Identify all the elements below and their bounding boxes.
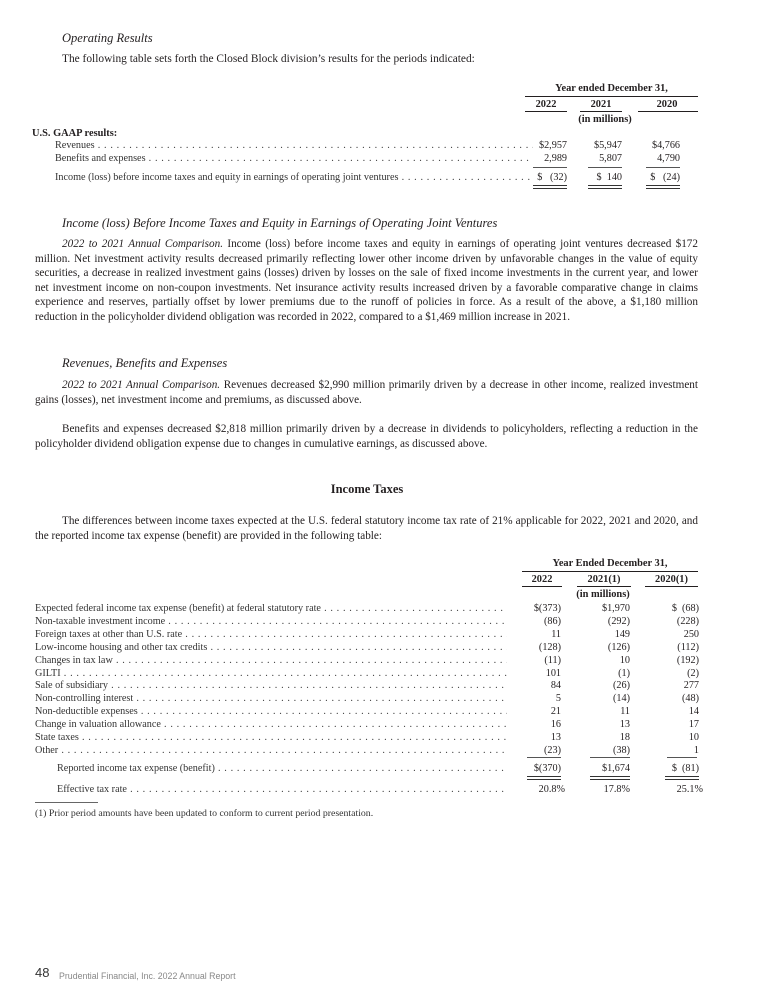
table-row — [35, 718, 698, 731]
section-heading-operating-results: Operating Results — [62, 31, 153, 45]
row-label: Expected federal income tax expense (benefit) at federal statutory rate . . . — [35, 602, 507, 615]
value-2020: (48) — [682, 693, 699, 705]
value-2020: (2) — [687, 667, 699, 679]
footnote-separator — [35, 802, 98, 803]
value-2022: 20.8% — [538, 784, 565, 795]
table-row — [35, 705, 698, 718]
value-2022: (11) — [544, 654, 561, 666]
column-rule — [525, 111, 567, 112]
income-taxes-intro: The differences between income taxes expected at the U.S. federal statutory income tax rate of 21% applicable for 2022, 2021 and 2020, and the reported income tax expense (benefit) are provided in the following table: — [35, 515, 698, 542]
value-2022: 16 — [550, 719, 561, 731]
value-2022: $ (32) — [537, 172, 567, 183]
row-label: Non-deductible expenses . . . — [35, 705, 507, 718]
table-row — [35, 744, 698, 757]
row-label: State taxes . . . — [35, 731, 507, 744]
column-header-2020: 2020(1) — [655, 574, 688, 585]
value-2021: (26) — [613, 680, 630, 692]
subtotal-rule — [646, 167, 680, 168]
value-2022: 21 — [550, 706, 561, 718]
subtotal-rule — [590, 757, 630, 758]
table-row — [55, 139, 698, 152]
value-2021: 13 — [619, 719, 630, 731]
total-double-rule — [588, 185, 622, 189]
value-2022: 101 — [545, 667, 561, 679]
value-2020: (112) — [677, 641, 699, 653]
value-2022: $(370) — [533, 763, 561, 774]
value-2020: 10 — [688, 732, 699, 743]
value-2021: $1,970 — [601, 603, 630, 614]
section-heading-income-taxes: Income Taxes — [330, 482, 404, 496]
gaap-results-label: U.S. GAAP results: — [32, 128, 118, 139]
column-header-2021: 2021 — [590, 99, 612, 110]
income-loss-paragraph — [35, 237, 698, 325]
value-2021: (1) — [618, 667, 630, 679]
table-row — [55, 152, 698, 165]
value-2020: (192) — [676, 654, 699, 666]
row-label: GILTI . . . — [35, 667, 507, 680]
period-header: Year ended December 31, — [555, 83, 668, 94]
row-label: Revenues . . . — [55, 139, 533, 152]
column-rule — [638, 111, 698, 112]
value-2022: $(373) — [533, 603, 561, 614]
table-row — [35, 692, 698, 705]
value-2020: $4,766 — [651, 140, 680, 151]
column-header-2020: 2020 — [656, 99, 678, 110]
row-label: Benefits and expenses . . . — [55, 152, 533, 165]
table-row — [35, 602, 698, 615]
table-row — [35, 615, 698, 628]
total-double-rule — [533, 185, 567, 189]
value-2022: 84 — [550, 680, 561, 692]
section-heading-income-loss: Income (loss) Before Income Taxes and Equity in Earnings of Operating Joint Ventures — [62, 216, 498, 230]
paragraph-body: Income (loss) before income taxes and equity in earnings of operating joint ventures decreased $172 million. Net investment activity results decreased primarily reflecting lower other income driven by unfavorable changes in the value of equity securities, a decrease in realized investment gains (losses) driven by losses on the sale of fixed income investments in the current year, and lower net investment income on non-coupon investments. Net insurance activity results increased driven by a favorable comparative change in claims experience and reserves, partially offset by lower premiums due to the runoff of policies in force. As a result of the above, a $1,180 million reduction in the policyholder dividend obligation was recorded in 2022, compared to a $1,469 million increase in 2021. — [35, 238, 698, 323]
row-label: Reported income tax expense (benefit) . . . — [57, 762, 507, 775]
paragraph-lead: 2022 to 2021 Annual Comparison. — [62, 379, 221, 391]
row-label: Income (loss) before income taxes and equity in earnings of operating joint ventures . . . — [55, 171, 533, 184]
value-2021: (14) — [613, 693, 630, 705]
row-label: Non-taxable investment income . . . — [35, 615, 507, 628]
value-2021: (292) — [607, 615, 630, 627]
value-2021: 11 — [620, 706, 630, 718]
row-label: Non-controlling interest . . . — [35, 692, 507, 705]
table-row — [35, 654, 698, 667]
value-2020: 25.1% — [676, 784, 703, 795]
revenues-paragraph — [35, 378, 698, 407]
value-2020: 250 — [683, 628, 699, 640]
column-header-2022: 2022 — [535, 99, 557, 110]
value-2021: 10 — [619, 654, 630, 666]
operating-results-intro: The following table sets forth the Closed Block division’s results for the periods indicated: — [62, 53, 475, 65]
value-2021: $ 140 — [596, 172, 622, 183]
value-2020: (228) — [676, 615, 699, 627]
paragraph-lead: 2022 to 2021 Annual Comparison. — [62, 238, 224, 250]
value-2020: 4,790 — [657, 153, 680, 164]
value-2021: 17.8% — [603, 784, 630, 795]
table-row — [35, 667, 698, 680]
total-double-rule — [665, 776, 699, 780]
column-rule — [645, 586, 698, 587]
table-row — [35, 679, 698, 692]
value-2021: 18 — [619, 732, 630, 743]
table-row — [35, 628, 698, 641]
value-2022: 5 — [555, 693, 561, 705]
value-2021: $5,947 — [593, 140, 622, 151]
section-heading-revenues: Revenues, Benefits and Expenses — [62, 356, 228, 370]
table-row — [35, 641, 698, 654]
benefits-expenses-paragraph: Benefits and expenses decreased $2,818 million primarily driven by a decrease in dividends to policyholders, reflecting a reduction in the policyholder dividend obligation expense due to changes in cumulative earnings, as discussed above. — [35, 423, 698, 450]
subtotal-rule — [588, 167, 622, 168]
column-header-2022: 2022 — [531, 574, 553, 585]
value-2021: 5,807 — [599, 153, 622, 164]
row-label: Foreign taxes at other than U.S. rate . . . — [35, 628, 507, 641]
value-2022: (23) — [544, 744, 561, 756]
row-label: Changes in tax law . . . — [35, 654, 507, 667]
value-2021: $1,674 — [601, 763, 630, 774]
value-2022: (128) — [538, 641, 561, 653]
total-double-rule — [590, 776, 630, 780]
subtotal-rule — [533, 167, 567, 168]
column-rule — [522, 586, 562, 587]
subtotal-rule — [527, 757, 561, 758]
value-2020: 17 — [688, 719, 699, 731]
value-2020: $ (68) — [671, 603, 699, 614]
value-2020: $ (81) — [671, 763, 699, 774]
value-2022: 11 — [551, 628, 561, 640]
subtotal-rule — [667, 757, 697, 758]
units-label: (in millions) — [578, 114, 632, 125]
table-row — [35, 731, 698, 744]
value-2020: 277 — [683, 680, 699, 692]
footnote: (1) Prior period amounts have been updated to conform to current period presentation. — [35, 808, 374, 819]
period-header: Year Ended December 31, — [552, 558, 668, 569]
row-label: Other . . . — [35, 744, 507, 757]
table-rate-row — [57, 783, 703, 796]
row-label: Low-income housing and other tax credits . . . — [35, 641, 507, 654]
value-2020: 14 — [688, 706, 699, 718]
value-2021: 149 — [614, 628, 630, 640]
units-label: (in millions) — [576, 589, 630, 600]
value-2022: (86) — [544, 615, 561, 627]
value-2021: (126) — [607, 641, 630, 653]
column-header-2021: 2021(1) — [587, 574, 621, 585]
value-2022: 2,989 — [544, 153, 567, 164]
value-2022: 13 — [550, 732, 561, 743]
value-2021: (38) — [613, 744, 630, 756]
value-2020: $ (24) — [650, 172, 680, 183]
table-total-row — [57, 762, 698, 775]
total-double-rule — [646, 185, 680, 189]
table-total-row — [55, 171, 698, 184]
paragraph-body: Revenues decreased $2,990 million primarily driven by a decrease in other income, realized investment gains (losses), net investment income and premiums, as discussed above. — [35, 379, 698, 406]
row-label: Change in valuation allowance . . . — [35, 718, 507, 731]
value-2022: $2,957 — [538, 140, 567, 151]
row-label: Effective tax rate . . . — [57, 783, 507, 796]
row-label: Sale of subsidiary . . . — [35, 679, 507, 692]
page-number: 48 — [35, 965, 50, 980]
total-double-rule — [527, 776, 561, 780]
publication-title: Prudential Financial, Inc. 2022 Annual Report — [59, 971, 236, 981]
value-2020: 1 — [693, 744, 699, 756]
